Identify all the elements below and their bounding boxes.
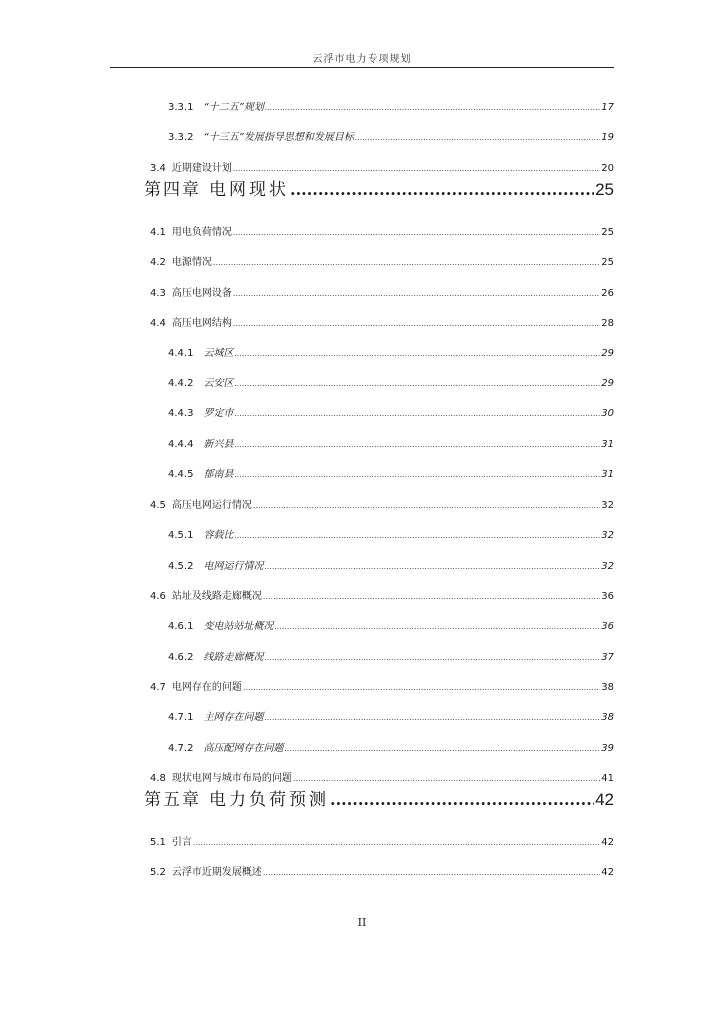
toc-entry-page: 42 bbox=[601, 837, 614, 848]
toc-entry-page: 39 bbox=[601, 743, 614, 754]
toc-entry-page: 38 bbox=[601, 712, 614, 723]
toc-entry-page: 32 bbox=[601, 530, 614, 541]
toc-entry-title: 变电站站址概况 bbox=[203, 621, 274, 632]
toc-chapter-title: 电力负荷预测 bbox=[209, 790, 329, 810]
dot-leader bbox=[290, 178, 594, 202]
toc-entry-title: 高压电网结构 bbox=[171, 318, 232, 329]
toc-entry-number: 5.2 bbox=[150, 867, 166, 878]
dot-leader bbox=[234, 468, 600, 482]
toc-entry-title: 现状电网与城市布局的问题 bbox=[171, 773, 292, 784]
toc-entry-page: 25 bbox=[601, 257, 614, 268]
toc-entry-number: 5.1 bbox=[150, 837, 166, 848]
dot-leader bbox=[234, 407, 600, 421]
toc-entry-number: 4.5.2 bbox=[168, 561, 194, 572]
dot-leader bbox=[233, 287, 600, 301]
toc-entry-number: 4.8 bbox=[150, 773, 166, 784]
toc-entry-title: 电源情况 bbox=[171, 257, 212, 268]
toc-entry-page: 19 bbox=[601, 132, 614, 143]
toc-entry-number: 4.4 bbox=[150, 318, 166, 329]
toc-entry-number: 4.5 bbox=[150, 500, 166, 511]
dot-leader bbox=[233, 226, 600, 240]
toc-entry-4-4-2[interactable] bbox=[168, 377, 614, 391]
toc-entry-title: “十二五”规划 bbox=[203, 102, 264, 113]
dot-leader bbox=[265, 101, 600, 115]
toc-entry-number: 4.3 bbox=[150, 288, 166, 299]
toc-entry-number: 4.6 bbox=[150, 591, 166, 602]
toc-entry-number: 4.4.3 bbox=[168, 408, 194, 419]
toc-entry-4-5[interactable] bbox=[150, 499, 614, 513]
toc-entry-4-2[interactable] bbox=[150, 256, 614, 270]
toc-entry-title: 引言 bbox=[171, 837, 192, 848]
toc-entry-page: 36 bbox=[601, 591, 614, 602]
toc-entry-page: 41 bbox=[601, 773, 614, 784]
dot-leader bbox=[234, 438, 600, 452]
toc-entry-title: 电网存在的问题 bbox=[171, 682, 242, 693]
toc-entry-title: 云城区 bbox=[203, 348, 234, 359]
toc-entry-title: 电网运行情况 bbox=[203, 561, 264, 572]
dot-leader bbox=[233, 317, 600, 331]
toc-entry-title: “十三五”发展指导思想和发展目标 bbox=[203, 132, 354, 143]
toc-entry-page: 42 bbox=[601, 867, 614, 878]
toc-entry-page: 25 bbox=[601, 227, 614, 238]
toc-entry-4-7-1[interactable] bbox=[168, 711, 614, 725]
toc-entry-4-5-1[interactable] bbox=[168, 529, 614, 543]
toc-entry-title: 高压配网存在问题 bbox=[203, 743, 284, 754]
toc-chapter-4[interactable] bbox=[144, 178, 614, 202]
toc-entry-4-6[interactable] bbox=[150, 590, 614, 604]
toc-entry-number: 4.4.2 bbox=[168, 378, 194, 389]
toc-entry-page: 17 bbox=[601, 102, 614, 113]
toc-entry-4-7-2[interactable] bbox=[168, 742, 614, 756]
toc-entry-title: 线路走廊概况 bbox=[203, 652, 264, 663]
toc-entry-4-4-1[interactable] bbox=[168, 347, 614, 361]
toc-chapter-number: 第四章 bbox=[144, 180, 201, 200]
toc-entry-number: 4.4.1 bbox=[168, 348, 194, 359]
toc-entry-page: 37 bbox=[601, 652, 614, 663]
toc-entry-number: 3.3.1 bbox=[168, 102, 194, 113]
toc-entry-title: 主网存在问题 bbox=[203, 712, 264, 723]
toc-entry-page: 32 bbox=[601, 500, 614, 511]
toc-entry-4-3[interactable] bbox=[150, 287, 614, 301]
toc-entry-page: 29 bbox=[601, 348, 614, 359]
dot-leader bbox=[284, 742, 600, 756]
toc-entry-page: 36 bbox=[601, 621, 614, 632]
toc-entry-page: 32 bbox=[601, 561, 614, 572]
toc-entry-4-4-3[interactable] bbox=[168, 407, 614, 421]
toc-entry-4-6-1[interactable] bbox=[168, 620, 614, 634]
dot-leader bbox=[234, 377, 600, 391]
toc-chapter-page: 42 bbox=[595, 790, 614, 809]
toc-entry-4-6-2[interactable] bbox=[168, 651, 614, 665]
toc-entry-title: 云安区 bbox=[203, 378, 234, 389]
toc-entry-number: 4.4.4 bbox=[168, 439, 194, 450]
dot-leader bbox=[330, 788, 594, 812]
dot-leader bbox=[263, 866, 600, 880]
toc-entry-number: 4.7.1 bbox=[168, 712, 194, 723]
toc-entry-number: 4.7 bbox=[150, 682, 166, 693]
toc-entry-number: 4.1 bbox=[150, 227, 166, 238]
dot-leader bbox=[213, 256, 600, 270]
toc-entry-number: 3.4 bbox=[150, 163, 166, 174]
toc-entry-4-4-4[interactable] bbox=[168, 438, 614, 452]
toc-entry-page: 31 bbox=[601, 439, 614, 450]
toc-entry-number: 4.4.5 bbox=[168, 469, 194, 480]
toc-entry-title: 罗定市 bbox=[203, 408, 234, 419]
toc-entry-title: 用电负荷情况 bbox=[171, 227, 232, 238]
dot-leader bbox=[264, 651, 600, 665]
toc-entry-title: 高压电网设备 bbox=[171, 288, 232, 299]
toc-entry-page: 38 bbox=[601, 682, 614, 693]
toc-entry-page: 29 bbox=[601, 378, 614, 389]
toc-entry-title: 新兴县 bbox=[203, 439, 234, 450]
toc-entry-page: 31 bbox=[601, 469, 614, 480]
toc-entry-5-2[interactable] bbox=[150, 866, 614, 880]
toc-entry-title: 近期建设计划 bbox=[171, 163, 232, 174]
toc-entry-3-4[interactable] bbox=[150, 162, 614, 176]
toc-entry-number: 4.6.2 bbox=[168, 652, 194, 663]
toc-entry-number: 4.7.2 bbox=[168, 743, 194, 754]
toc-entry-4-4-5[interactable] bbox=[168, 468, 614, 482]
dot-leader bbox=[264, 711, 600, 725]
dot-leader bbox=[253, 499, 600, 513]
toc-entry-3-3-1[interactable] bbox=[168, 101, 614, 115]
header-rule bbox=[110, 67, 614, 68]
toc-entry-4-1[interactable] bbox=[150, 226, 614, 240]
toc-entry-page: 26 bbox=[601, 288, 614, 299]
toc-chapter-number: 第五章 bbox=[144, 790, 201, 810]
toc-entry-title: 郁南县 bbox=[203, 469, 234, 480]
toc-entry-3-3-2[interactable] bbox=[168, 131, 614, 145]
toc-entry-4-7[interactable] bbox=[150, 681, 614, 695]
toc-chapter-title: 电网现状 bbox=[209, 180, 289, 200]
dot-leader bbox=[233, 162, 600, 176]
page-number: II bbox=[357, 916, 367, 929]
dot-leader bbox=[293, 772, 600, 786]
toc-entry-number: 4.2 bbox=[150, 257, 166, 268]
toc-chapter-page: 25 bbox=[595, 180, 614, 199]
dot-leader bbox=[234, 529, 600, 543]
toc-entry-page: 30 bbox=[601, 408, 614, 419]
dot-leader bbox=[193, 836, 600, 850]
toc-entry-4-5-2[interactable] bbox=[168, 560, 614, 574]
toc-entry-number: 3.3.2 bbox=[168, 132, 194, 143]
toc-entry-title: 容载比 bbox=[203, 530, 234, 541]
toc-entry-4-4[interactable] bbox=[150, 317, 614, 331]
dot-leader bbox=[274, 620, 600, 634]
toc-entry-page: 20 bbox=[601, 163, 614, 174]
dot-leader bbox=[243, 681, 600, 695]
running-header: 云浮市电力专项规划 bbox=[312, 54, 412, 65]
toc-entry-page: 28 bbox=[601, 318, 614, 329]
dot-leader bbox=[355, 131, 600, 145]
toc-entry-title: 站址及线路走廊概况 bbox=[171, 591, 262, 602]
toc-entry-4-8[interactable] bbox=[150, 772, 614, 786]
toc-entry-5-1[interactable] bbox=[150, 836, 614, 850]
dot-leader bbox=[263, 590, 600, 604]
dot-leader bbox=[234, 347, 600, 361]
toc-chapter-5[interactable] bbox=[144, 788, 614, 812]
toc-entry-title: 云浮市近期发展概述 bbox=[171, 867, 262, 878]
dot-leader bbox=[264, 560, 600, 574]
toc-entry-number: 4.6.1 bbox=[168, 621, 194, 632]
toc-entry-title: 高压电网运行情况 bbox=[171, 500, 252, 511]
toc-entry-number: 4.5.1 bbox=[168, 530, 194, 541]
